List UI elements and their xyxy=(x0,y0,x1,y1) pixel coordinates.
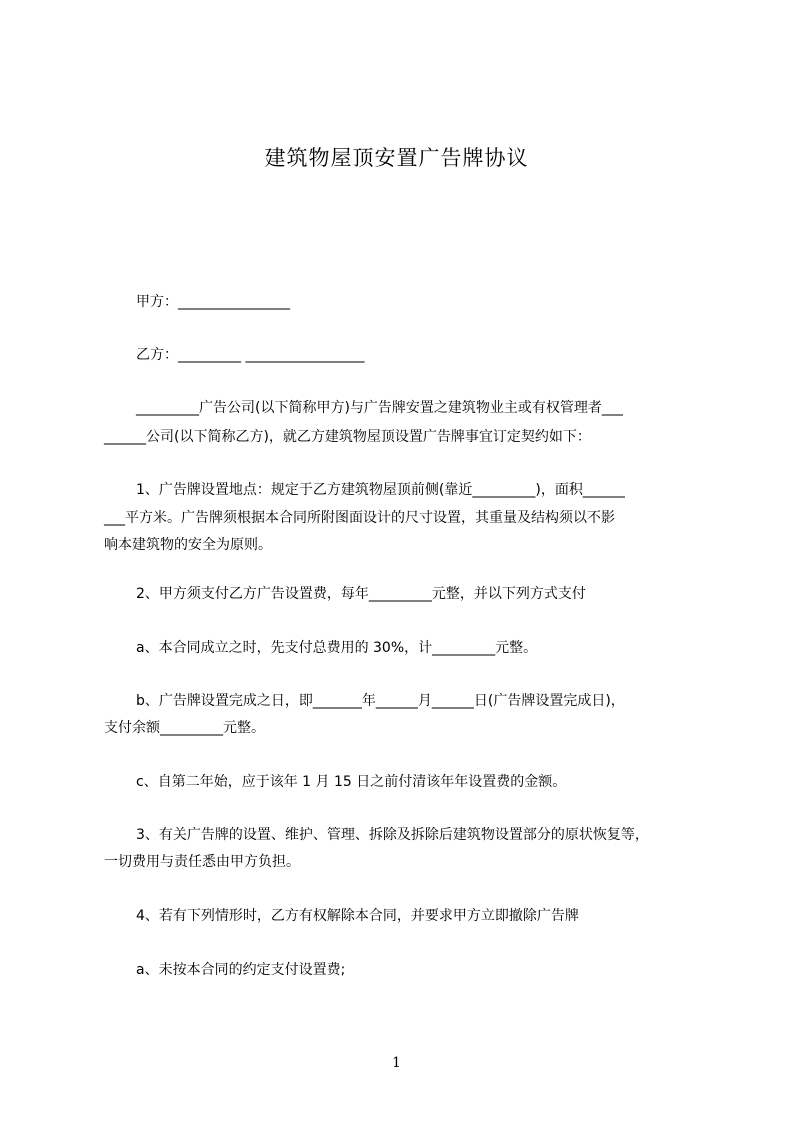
clause2-line: 2、甲方须支付乙方广告设置费，每年_________元整，并以下列方式支付 xyxy=(136,586,586,602)
clause2b-line-1: b、广告牌设置完成之日，即_______年______月______日(广告牌设置完成日)， xyxy=(136,693,625,709)
clause3-line-2: 一切费用与责任悉由甲方负担。 xyxy=(104,854,300,870)
party-b-line: 乙方：_________ _________________ xyxy=(136,347,365,363)
clause1-line-2: ___平方米。广告牌须根据本合同所附图面设计的尺寸设置，其重量及结构须以不影 xyxy=(104,510,615,526)
clause2b-line-2: 支付余额_________元整。 xyxy=(104,720,265,736)
document-title: 建筑物屋顶安置广告牌协议 xyxy=(264,146,529,170)
clause2c-line: c、自第二年始，应于该年 1 月 15 日之前付清该年年设置费的金额。 xyxy=(136,774,567,790)
page-number: 1 xyxy=(392,1055,401,1071)
preamble-line-2: ______公司(以下简称乙方)，就乙方建筑物屋顶设置广告牌事宜订定契约如下： xyxy=(104,429,591,445)
clause4-line: 4、若有下列情形时，乙方有权解除本合同，并要求甲方立即撤除广告牌 xyxy=(136,908,579,924)
party-a-line: 甲方：________________ xyxy=(136,294,290,310)
clause1-line-3: 响本建筑物的安全为原则。 xyxy=(104,537,272,553)
clause3-line-1: 3、有关广告牌的设置、维护、管理、拆除及拆除后建筑物设置部分的原状恢复等， xyxy=(136,827,649,843)
preamble-line-1: _________广告公司(以下简称甲方)与广告牌安置之建筑物业主或有权管理者___ xyxy=(136,400,623,416)
clause2a-line: a、本合同成立之时，先支付总费用的 30%，计_________元整。 xyxy=(136,640,538,656)
clause4a-line: a、未按本合同的约定支付设置费; xyxy=(136,962,346,978)
clause1-line-1: 1、广告牌设置地点：规定于乙方建筑物屋顶前侧(靠近_________)，面积______ xyxy=(136,482,625,498)
